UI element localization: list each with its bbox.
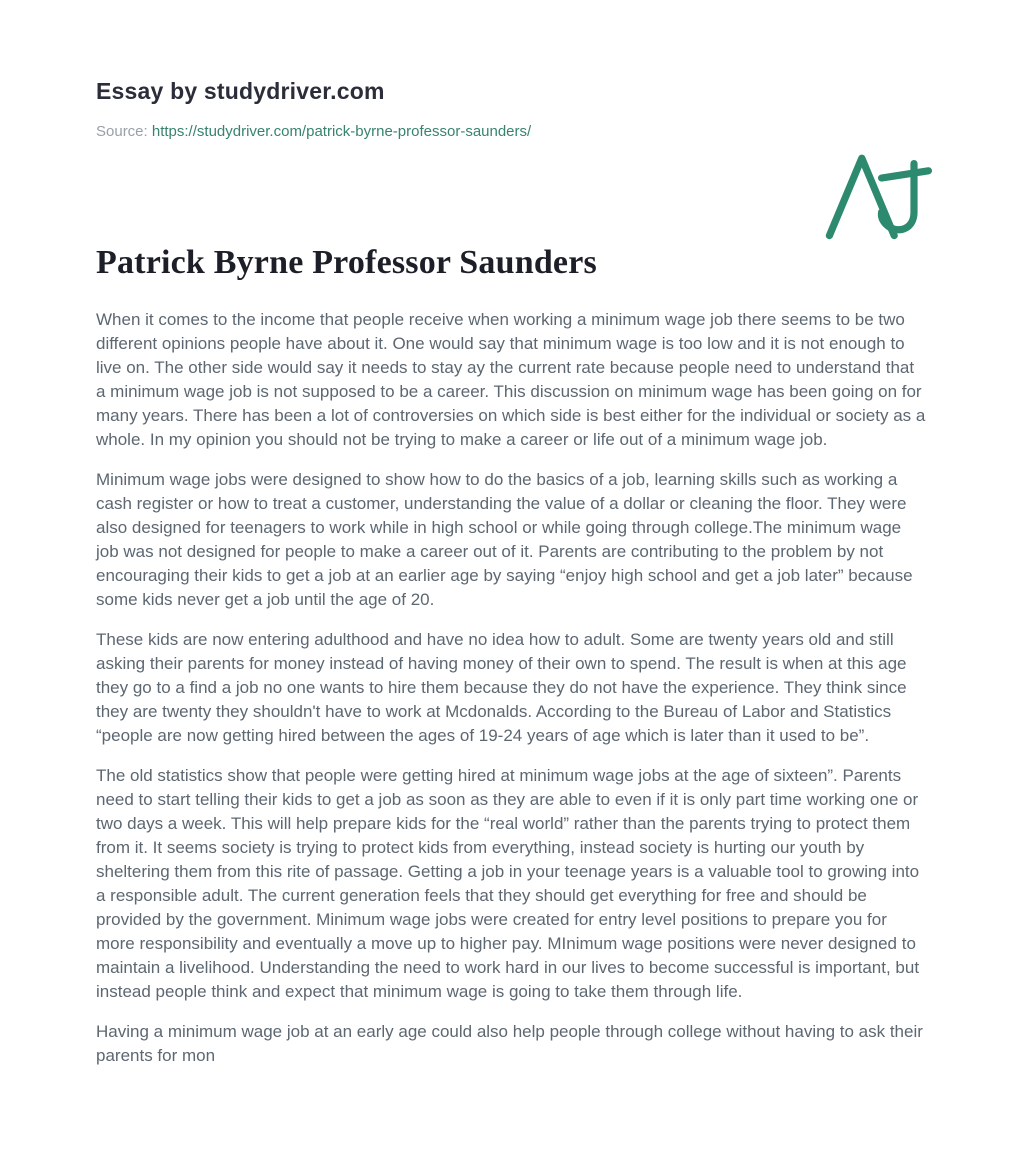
site-header-title: Essay by studydriver.com <box>96 78 385 104</box>
essay-title: Patrick Byrne Professor Saunders <box>96 244 597 281</box>
essay-page <box>0 78 1024 1068</box>
essay-paragraph: When it comes to the income that people receive when working a minimum wage job there seems to be two different opinions people have about it. One would say that minimum wage is too low and it is not enough to live on. The other side would say it needs to stay ay the current rate because people need to understand that a minimum wage job is not supposed to be a career. This discussion on minimum wage has been going on for many years. There has been a lot of controversies on which side is best either for the individual or society as a whole. In my opinion you should not be trying to make a career or life out of a minimum wage job. <box>96 310 926 449</box>
essay-paragraph: Minimum wage jobs were designed to show how to do the basics of a job, learning skills such as working a cash register or how to treat a customer, understanding the value of a dollar or cleaning the floor. They were also designed for teenagers to work while in high school or while going through college.The minimum wage job was not designed for people to make a career out of it. Parents are contributing to the problem by not encouraging their kids to get a job at an earlier age by saying “enjoy high school and get a job later” because some kids never get a job until the age of 20. <box>96 470 913 609</box>
studydriver-logo-icon <box>824 150 932 242</box>
studydriver-logo <box>824 150 932 242</box>
source-url-link[interactable]: https://studydriver.com/patrick-byrne-professor-saunders/ <box>151 123 532 140</box>
essay-paragraph: Having a minimum wage job at an early age could also help people through college without having to ask their parents for mon <box>96 1022 923 1065</box>
source-line <box>96 123 928 140</box>
source-label: Source: <box>96 123 148 140</box>
essay-body <box>96 308 928 1068</box>
essay-paragraph: The old statistics show that people were getting hired at minimum wage jobs at the age of sixteen”. Parents need to start telling their kids to get a job as soon as they are able to even if it is only part time working one or two days a week. This will help prepare kids for the “real world” rather than the parents trying to protect them from it. It seems society is trying to protect kids from everything, instead society is hurting our youth by sheltering them from this rite of passage. Getting a job in your teenage years is a valuable tool to growing into a responsible adult. The current generation feels that they should get everything for free and should be provided by the government. Minimum wage jobs were created for entry level positions to prepare you for more responsibility and eventually a move up to higher pay. MInimum wage positions were never designed to maintain a livelihood. Understanding the need to work hard in our lives to become successful is important, but instead people think and expect that minimum wage is going to take them through life. <box>96 766 920 1001</box>
essay-paragraph: These kids are now entering adulthood and have no idea how to adult. Some are twenty years old and still asking their parents for money instead of having money of their own to spend. The result is when at this age they go to a find a job no one wants to hire them because they do not have the experience. They think since they are twenty they shouldn't have to work at Mcdonalds. According to the Bureau of Labor and Statistics “people are now getting hired between the ages of 19-24 years of age which is later than it used to be”. <box>96 630 907 745</box>
